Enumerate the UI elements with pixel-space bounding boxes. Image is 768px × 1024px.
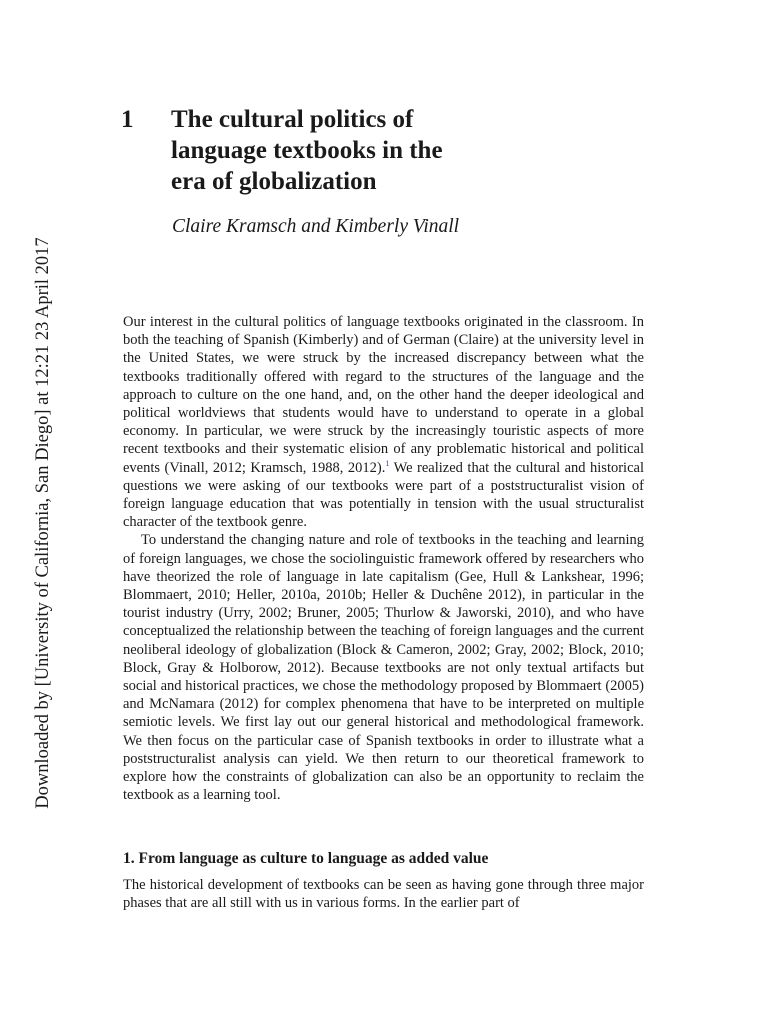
- section-heading: 1. From language as culture to language as added value: [123, 850, 489, 867]
- download-watermark: Downloaded by [University of California, San Diego] at 12:21 23 April 2017: [33, 237, 53, 809]
- intro-paragraph-2: To understand the changing nature and role of textbooks in the teaching and learning of foreign languages, we chose the sociolinguistic framework offered by researchers who have theorized the role of language in late capitalism (Gee, Hull & Lankshear, 1996; Blommaert, 2010; Heller, 2010a, 2010b; Heller & Duchêne 2012), in particular in the tourist industry (Urry, 2002; Bruner, 2005; Thurlow & Jaworski, 2010), and who have conceptualized the relationship between the teaching of foreign languages and the current neoliberal ideology of globalization (Block & Cameron, 2002; Gray, 2002; Block, 2010; Block, Gray & Holborow, 2012). Because textbooks are not only textual artifacts but social and historical practices, we chose the methodology proposed by Blommaert (2005) and McNamara (2012) for complex phenomena that have to be interpreted on multiple semiotic levels. We first lay out our general historical and methodological framework. We then focus on the particular case of Spanish textbooks in order to illustrate what a poststructuralist analysis can yield. We then return to our theoretical framework to explore how the constraints of globalization can also be an opportunity to reclaim the textbook as a learning tool.: [123, 532, 644, 804]
- section-paragraph-1: The historical development of textbooks can be seen as having gone through three major phases that are all still with us in various forms. In the earlier part of: [123, 877, 644, 912]
- intro-paragraph-1-text: Our interest in the cultural politics of language textbooks originated in the classroom. In both the teaching of Spanish (Kimberly) and of German (Claire) at the university level in the United States, we were struck by the increased discrepancy between what the textbooks traditionally offered with regard to the structures of the language and the approach to culture on the one hand, and, on the other hand the deeper ideological and political worldviews that students would have to understand to operate in a global economy. In particular, we were struck by the increasingly touristic aspects of more recent textbooks and their systematic elision of any problematic historical and political events (Vinall, 2012; Kramsch, 1988, 2012).: [123, 314, 644, 476]
- chapter-title: [171, 104, 571, 197]
- chapter-title-line: The cultural politics of: [171, 106, 414, 133]
- footnote-ref-link[interactable]: 1: [385, 458, 390, 468]
- section-body: [123, 876, 644, 912]
- intro-paragraph-1: [123, 313, 644, 531]
- intro-paragraph-1-continued: We realized that the cultural and historical questions we were asking of our textbooks were part of a poststructuralist vision of foreign language education that was potentially in tension with the usual structuralist character of the textbook genre.: [123, 459, 644, 531]
- chapter-authors: Claire Kramsch and Kimberly Vinall: [172, 216, 460, 237]
- intro-body: [123, 313, 644, 804]
- chapter-title-line: era of globalization: [171, 168, 377, 195]
- chapter-title-line: language textbooks in the: [171, 137, 443, 164]
- chapter-number: 1: [121, 106, 134, 133]
